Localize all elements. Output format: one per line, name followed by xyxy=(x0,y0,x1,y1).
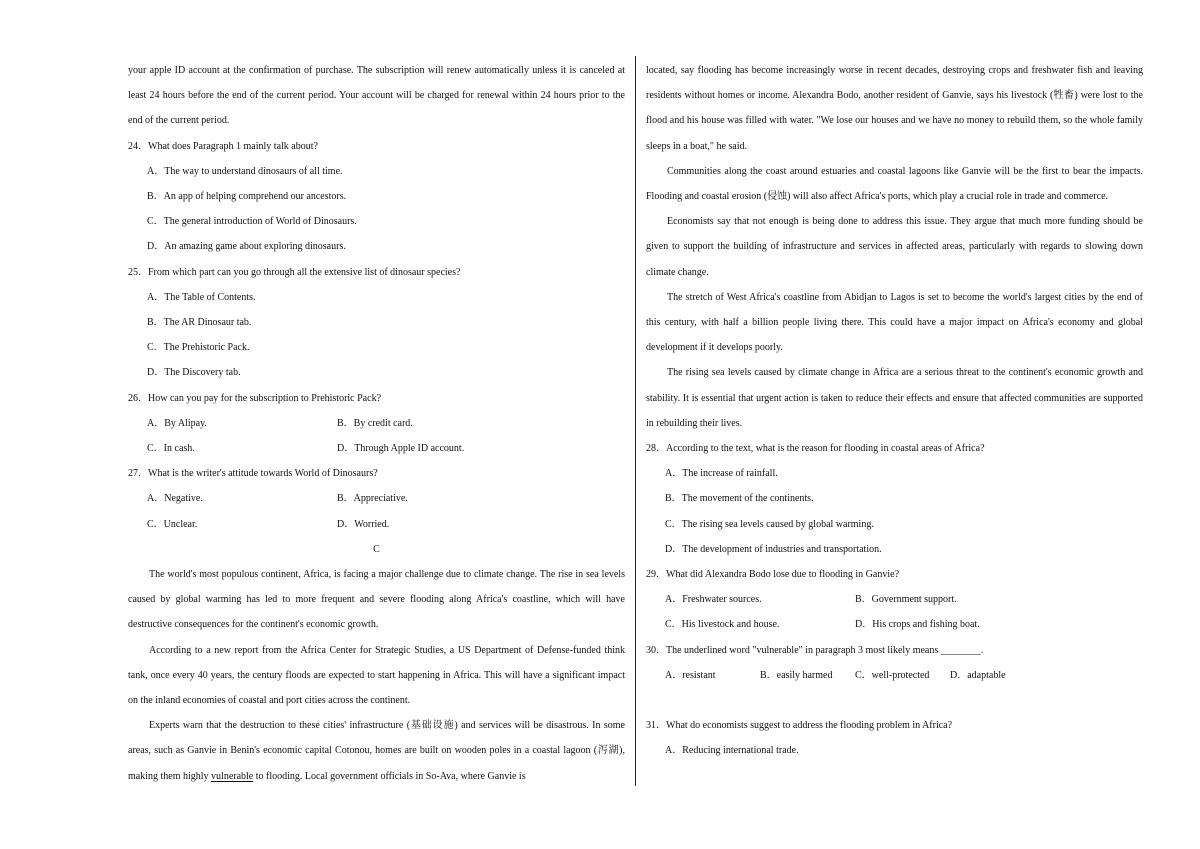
option-row xyxy=(646,663,1143,688)
option-c[interactable]: C．The Prehistoric Pack. xyxy=(147,342,250,354)
option-b[interactable]: B．easily harmed xyxy=(760,669,833,681)
option-a[interactable]: A．resistant xyxy=(665,669,716,681)
right-column xyxy=(646,58,1143,763)
option-b[interactable]: B．Appreciative. xyxy=(337,493,408,505)
paragraph-text: Experts warn that the destruction to these cities' infrastructure (基础设施) and services will be disastrous. In some areas, such as Ganvie in Benin's economic capital Cotonou, homes are built on wooden poles in a coastal lagoon (泻湖), making them highly xyxy=(128,720,625,782)
option-b[interactable]: B．The movement of the continents. xyxy=(665,493,814,505)
question-stem: 27．What is the writer's attitude towards World of Dinosaurs? xyxy=(128,468,378,480)
option-a[interactable]: A．Freshwater sources. xyxy=(665,594,762,606)
passage-paragraph-1: The world's most populous continent, Africa, is facing a major challenge due to climate change. The rise in sea levels caused by global warming has led to more frequent and severe flooding along Africa's coastline, which will have destructive consequences for the continent's economic growth. xyxy=(128,569,625,631)
question-31 xyxy=(646,713,1143,763)
option-a[interactable]: A．The Table of Contents. xyxy=(147,291,256,303)
option-a[interactable]: A．Reducing international trade. xyxy=(665,745,799,757)
option-d[interactable]: D．adaptable xyxy=(950,669,1006,681)
option-row xyxy=(646,587,1143,612)
question-stem: 25．From which part can you go through all the extensive list of dinosaur species? xyxy=(128,266,461,278)
option-d[interactable]: D．An amazing game about exploring dinosaurs. xyxy=(147,241,346,253)
question-25 xyxy=(128,260,625,386)
question-24 xyxy=(128,134,625,260)
left-column xyxy=(128,58,625,789)
passage-paragraph-5: Economists say that not enough is being done to address this issue. They argue that much more funding should be given to support the building of infrastructure and services in affected areas, particularly with regards to slowing down climate change. xyxy=(646,216,1143,278)
option-c[interactable]: C．Unclear. xyxy=(147,518,198,530)
question-stem: 26．How can you pay for the subscription to Prehistoric Pack? xyxy=(128,392,382,404)
passage-paragraph-4: Communities along the coast around estuaries and coastal lagoons like Ganvie will be the first to bear the impacts. Flooding and coastal erosion (侵蚀) will also affect Africa's ports, which play a crucial role in trade and commerce. xyxy=(646,165,1143,203)
option-b[interactable]: B．An app of helping comprehend our ancestors. xyxy=(147,191,347,203)
option-a[interactable]: A．By Alipay. xyxy=(147,417,207,429)
option-c[interactable]: C．In cash. xyxy=(147,443,195,455)
question-29 xyxy=(646,562,1143,638)
passage-paragraph-7: The rising sea levels caused by climate change in Africa are a serious threat to the continent's economic growth and stability. It is essential that urgent action is taken to reduce their effects and ensure that affected communities are supported in rebuilding their lives. xyxy=(646,367,1143,429)
question-stem: 28．According to the text, what is the reason for flooding in coastal areas of Africa? xyxy=(646,443,985,455)
option-row xyxy=(646,612,1143,637)
option-row xyxy=(128,411,625,436)
option-a[interactable]: A．The way to understand dinosaurs of all time. xyxy=(147,165,343,177)
option-c[interactable]: C．The rising sea levels caused by global warming. xyxy=(665,518,874,530)
question-30 xyxy=(646,638,1143,688)
option-b[interactable]: B．By credit card. xyxy=(337,417,413,429)
question-stem: 29．What did Alexandra Bodo lose due to flooding in Ganvie? xyxy=(646,569,900,581)
passage-paragraph-2: According to a new report from the Africa Center for Strategic Studies, a US Department of Defense-funded think tank, once every 40 years, the century floods are expected to start happening in Africa. This will have a significant impact on the inland economies of coastal and port cities across the continent. xyxy=(128,644,625,707)
spacer xyxy=(646,688,1143,713)
question-27 xyxy=(128,461,625,537)
passage-continuation: your apple ID account at the confirmation of purchase. The subscription will renew automatically unless it is canceled at least 24 hours before the end of the current period. Your account will be charged for renewal within 24 hours prior to the end of the current period. xyxy=(128,65,625,127)
underlined-word: vulnerable xyxy=(211,770,254,782)
question-28 xyxy=(646,436,1143,562)
passage-paragraph-6: The stretch of West Africa's coastline from Abidjan to Lagos is set to become the world's largest cities by the end of this century, with half a billion people living there. This could have a major impact on Africa's economy and global development if it develops poorly. xyxy=(646,291,1143,354)
question-26 xyxy=(128,386,625,462)
option-d[interactable]: D．His crops and fishing boat. xyxy=(855,619,980,631)
option-c[interactable]: C．The general introduction of World of Dinosaurs. xyxy=(147,216,357,228)
section-label: C xyxy=(373,543,380,555)
column-divider xyxy=(635,56,636,786)
option-a[interactable]: A．Negative. xyxy=(147,493,203,505)
question-stem: 30．The underlined word "vulnerable" in paragraph 3 most likely means ________. xyxy=(646,644,984,656)
option-b[interactable]: B．Government support. xyxy=(855,594,957,606)
option-a[interactable]: A．The increase of rainfall. xyxy=(665,468,778,480)
option-d[interactable]: D．The Discovery tab. xyxy=(147,367,241,379)
option-d[interactable]: D．Through Apple ID account. xyxy=(337,443,465,455)
passage-paragraph-3 xyxy=(128,713,625,789)
question-stem: 31．What do economists suggest to address the flooding problem in Africa? xyxy=(646,720,953,732)
option-row xyxy=(128,512,625,537)
option-d[interactable]: D．The development of industries and transportation. xyxy=(665,543,882,555)
passage-continuation: located, say flooding has become increasingly worse in recent decades, destroying crops and freshwater fish and leaving residents without homes or income. Alexandra Bodo, another resident of Ganvie, says his livestock (牲畜) were lost to the flood and his house was filled with water. "We lose our houses and we have no money to rebuild them, so the whole family sleeps in a boat," he said. xyxy=(646,65,1143,152)
option-d[interactable]: D．Worried. xyxy=(337,518,390,530)
option-c[interactable]: C．His livestock and house. xyxy=(665,619,780,631)
question-stem: 24．What does Paragraph 1 mainly talk about? xyxy=(128,140,318,152)
option-row xyxy=(128,436,625,461)
option-c[interactable]: C．well-protected xyxy=(855,669,930,681)
option-row xyxy=(128,486,625,511)
paragraph-text: to flooding. Local government officials in So-Ava, where Ganvie is xyxy=(253,770,526,782)
option-b[interactable]: B．The AR Dinosaur tab. xyxy=(147,317,252,329)
